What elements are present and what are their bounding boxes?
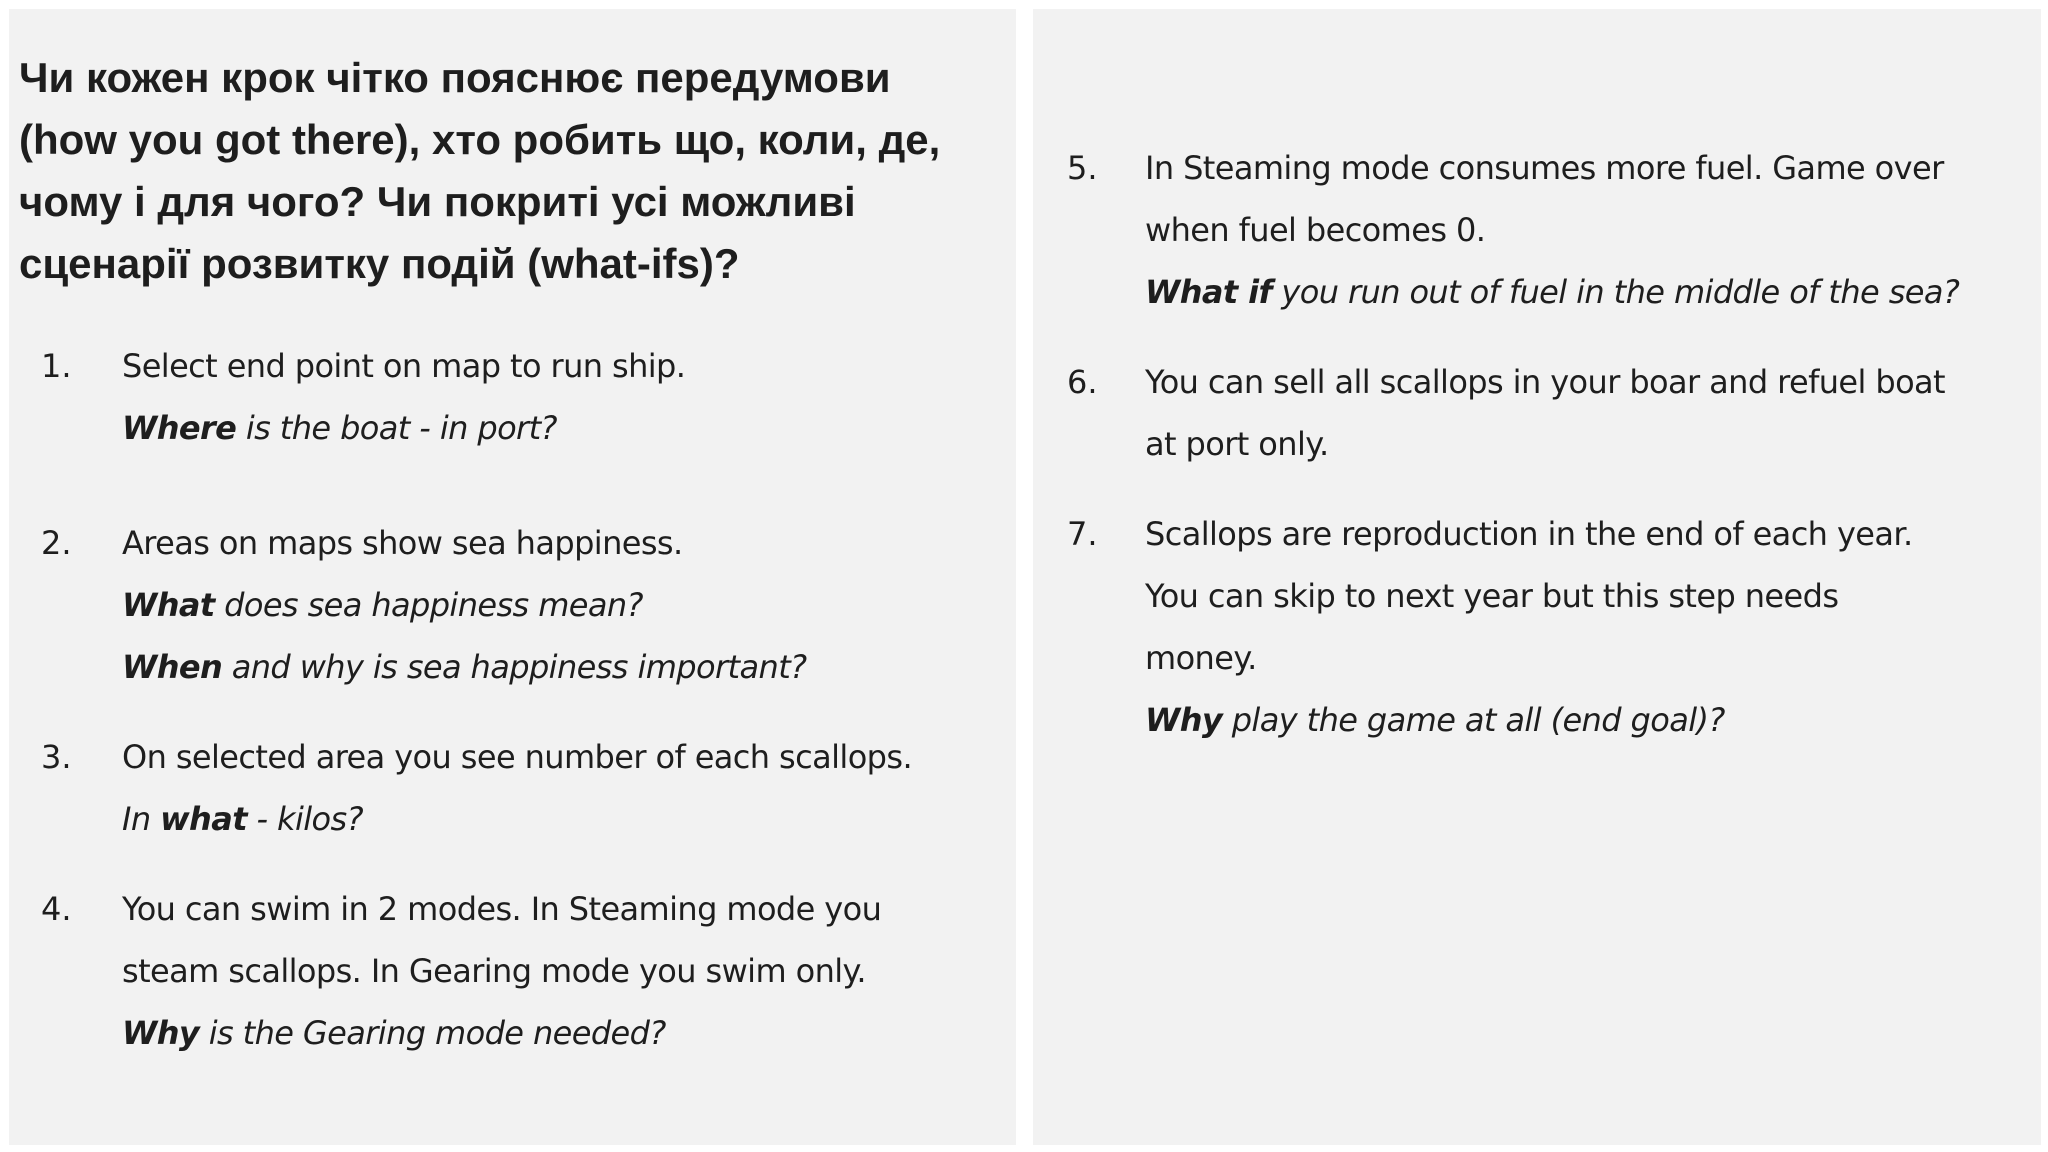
heading-line: Чи кожен крок чітко пояснює передумови	[19, 54, 891, 101]
item-text: when fuel becomes 0.	[1145, 211, 1486, 249]
item-text: You can swim in 2 modes. In Steaming mode you	[122, 890, 882, 928]
question-text: is the Gearing mode needed?	[199, 1014, 666, 1052]
question-keyword: Where	[122, 409, 237, 447]
question-prefix: In	[122, 800, 161, 838]
list-item	[9, 512, 1009, 698]
item-question	[122, 397, 1002, 459]
item-question	[1145, 261, 2025, 323]
item-question	[1145, 689, 2025, 751]
question-keyword: Why	[1145, 701, 1223, 739]
question-text: you run out of fuel in the middle of the sea?	[1271, 273, 1960, 311]
list-item	[1033, 137, 2033, 323]
item-text: Select end point on map to run ship.	[122, 347, 686, 385]
steps-list-right	[1033, 137, 2033, 779]
item-number: 2.	[41, 524, 72, 562]
item-text: steam scallops. In Gearing mode you swim only.	[122, 952, 866, 990]
item-body	[122, 335, 1002, 459]
question-text: does sea happiness mean?	[214, 586, 643, 624]
list-item	[9, 878, 1009, 1064]
question-keyword: what	[160, 800, 247, 838]
question-keyword: What if	[1145, 273, 1272, 311]
item-number: 3.	[41, 738, 72, 776]
item-body	[1145, 503, 2025, 751]
left-panel	[9, 9, 1016, 1145]
item-question	[122, 574, 1002, 636]
page-heading	[19, 47, 1009, 295]
item-text: On selected area you see number of each scallops.	[122, 738, 913, 776]
item-number: 1.	[41, 347, 72, 385]
question-keyword: When	[122, 648, 223, 686]
item-text: You can sell all scallops in your boar and refuel boat	[1145, 363, 1946, 401]
list-item	[1033, 503, 2033, 751]
item-number: 7.	[1067, 515, 1098, 553]
item-body	[1145, 137, 2025, 323]
item-text: at port only.	[1145, 425, 1329, 463]
item-text: In Steaming mode consumes more fuel. Game over	[1145, 149, 1944, 187]
item-number: 4.	[41, 890, 72, 928]
item-body	[122, 512, 1002, 698]
item-number: 5.	[1067, 149, 1098, 187]
question-keyword: What	[122, 586, 215, 624]
item-question	[122, 788, 1002, 850]
heading-line: чому і для чого? Чи покриті усі можливі	[19, 178, 856, 225]
heading-line: (how you got there), хто робить що, коли, де,	[19, 116, 941, 163]
item-text: Areas on maps show sea happiness.	[122, 524, 683, 562]
item-text: money.	[1145, 639, 1257, 677]
item-question	[122, 1002, 1002, 1064]
list-item	[9, 726, 1009, 850]
steps-list-left	[9, 335, 1009, 1092]
question-text: play the game at all (end goal)?	[1222, 701, 1725, 739]
list-item	[9, 335, 1009, 459]
list-item	[1033, 351, 2033, 475]
item-text: You can skip to next year but this step needs	[1145, 577, 1839, 615]
item-text: Scallops are reproduction in the end of each year.	[1145, 515, 1913, 553]
question-text: is the boat - in port?	[236, 409, 557, 447]
item-number: 6.	[1067, 363, 1098, 401]
item-body	[122, 878, 1002, 1064]
item-body	[1145, 351, 2025, 475]
right-panel	[1033, 9, 2041, 1145]
item-question	[122, 636, 1002, 698]
question-text: - kilos?	[246, 800, 363, 838]
heading-line: сценарії розвитку подій (what-ifs)?	[19, 240, 740, 287]
item-body	[122, 726, 1002, 850]
question-keyword: Why	[122, 1014, 200, 1052]
question-text: and why is sea happiness important?	[222, 648, 807, 686]
